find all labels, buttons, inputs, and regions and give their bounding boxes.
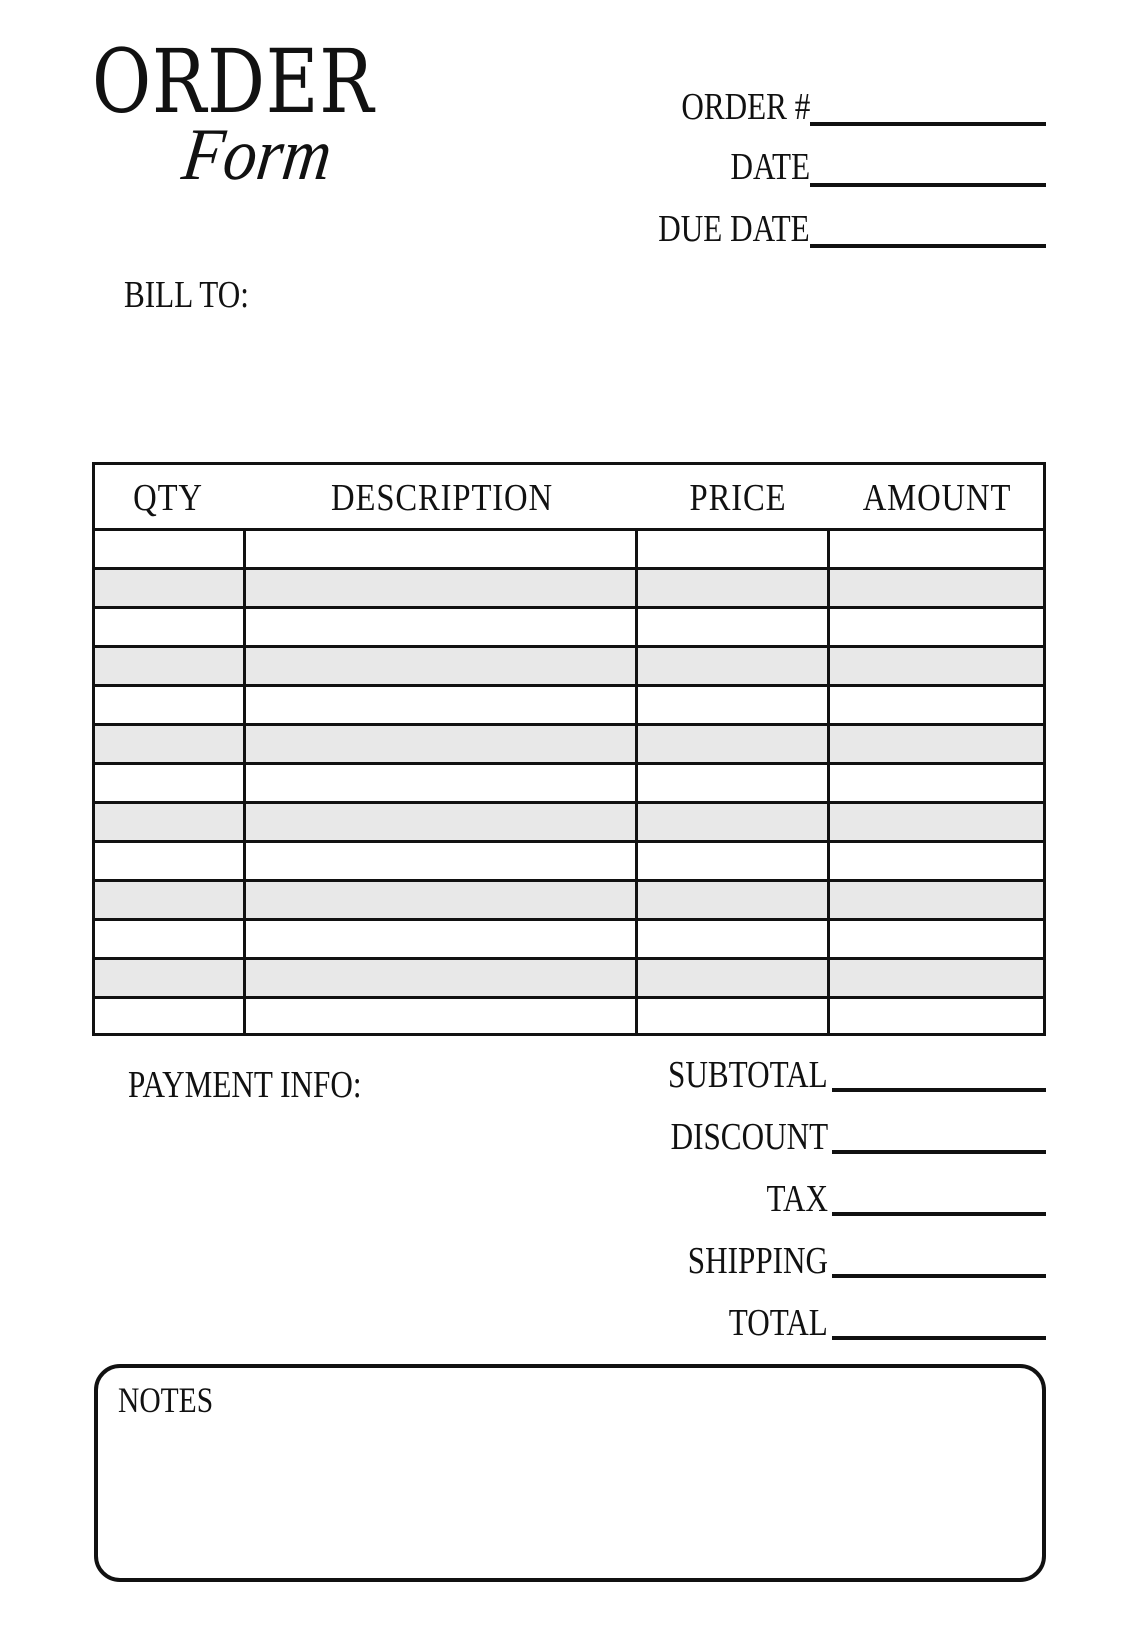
payment-info-label: PAYMENT INFO: bbox=[128, 1064, 362, 1106]
table-row bbox=[95, 999, 1043, 1038]
table-cell-qty[interactable] bbox=[95, 687, 243, 723]
table-cell-amount[interactable] bbox=[830, 570, 1043, 606]
total-line[interactable] bbox=[832, 1336, 1046, 1340]
table-cell-amount[interactable] bbox=[830, 648, 1043, 684]
discount-line[interactable] bbox=[832, 1150, 1046, 1154]
table-row bbox=[95, 570, 1043, 609]
order-number-line[interactable] bbox=[810, 122, 1046, 126]
table-row bbox=[95, 726, 1043, 765]
table-row bbox=[95, 843, 1043, 882]
bill-to-label: BILL TO: bbox=[124, 274, 249, 316]
table-cell-price[interactable] bbox=[638, 882, 827, 918]
table-row bbox=[95, 531, 1043, 570]
table-cell-price[interactable] bbox=[638, 960, 827, 996]
column-divider bbox=[635, 531, 638, 1033]
table-cell-price[interactable] bbox=[638, 999, 827, 1038]
column-header-price: PRICE bbox=[689, 477, 787, 519]
table-cell-amount[interactable] bbox=[830, 999, 1043, 1038]
total-field bbox=[560, 1304, 828, 1344]
table-cell-description[interactable] bbox=[246, 609, 635, 645]
table-cell-qty[interactable] bbox=[95, 570, 243, 606]
table-cell-price[interactable] bbox=[638, 648, 827, 684]
table-cell-qty[interactable] bbox=[95, 726, 243, 762]
table-row bbox=[95, 687, 1043, 726]
date-label: DATE bbox=[730, 146, 810, 188]
tax-label: TAX bbox=[766, 1178, 828, 1220]
subtotal-line[interactable] bbox=[832, 1088, 1046, 1092]
order-number-label: ORDER # bbox=[681, 86, 810, 128]
table-cell-price[interactable] bbox=[638, 609, 827, 645]
title-form-script: Form bbox=[178, 114, 337, 196]
table-cell-description[interactable] bbox=[246, 687, 635, 723]
due-date-field bbox=[560, 210, 810, 250]
shipping-field bbox=[560, 1242, 828, 1282]
column-header-amount: AMOUNT bbox=[862, 477, 1012, 519]
table-cell-amount[interactable] bbox=[830, 882, 1043, 918]
table-cell-description[interactable] bbox=[246, 843, 635, 879]
table-cell-price[interactable] bbox=[638, 531, 827, 567]
table-cell-qty[interactable] bbox=[95, 882, 243, 918]
table-cell-qty[interactable] bbox=[95, 921, 243, 957]
table-header bbox=[95, 465, 1043, 531]
table-cell-price[interactable] bbox=[638, 921, 827, 957]
table-body bbox=[95, 531, 1043, 1033]
total-label: TOTAL bbox=[728, 1302, 828, 1344]
tax-line[interactable] bbox=[832, 1212, 1046, 1216]
table-row bbox=[95, 804, 1043, 843]
discount-field bbox=[560, 1118, 828, 1158]
table-cell-amount[interactable] bbox=[830, 960, 1043, 996]
table-cell-qty[interactable] bbox=[95, 804, 243, 840]
table-cell-price[interactable] bbox=[638, 726, 827, 762]
table-cell-description[interactable] bbox=[246, 882, 635, 918]
table-cell-amount[interactable] bbox=[830, 531, 1043, 567]
table-cell-qty[interactable] bbox=[95, 609, 243, 645]
table-cell-qty[interactable] bbox=[95, 765, 243, 801]
table-cell-qty[interactable] bbox=[95, 531, 243, 567]
subtotal-field bbox=[560, 1056, 828, 1096]
table-cell-description[interactable] bbox=[246, 804, 635, 840]
table-row bbox=[95, 921, 1043, 960]
table-row bbox=[95, 648, 1043, 687]
due-date-label: DUE DATE bbox=[658, 208, 810, 250]
table-cell-qty[interactable] bbox=[95, 999, 243, 1038]
table-row bbox=[95, 765, 1043, 804]
table-cell-amount[interactable] bbox=[830, 843, 1043, 879]
table-cell-description[interactable] bbox=[246, 726, 635, 762]
table-cell-amount[interactable] bbox=[830, 726, 1043, 762]
shipping-line[interactable] bbox=[832, 1274, 1046, 1278]
table-row bbox=[95, 882, 1043, 921]
column-header-qty: QTY bbox=[133, 477, 203, 519]
table-cell-description[interactable] bbox=[246, 999, 635, 1038]
title-order: ORDER bbox=[92, 30, 375, 133]
table-cell-amount[interactable] bbox=[830, 804, 1043, 840]
table-cell-price[interactable] bbox=[638, 570, 827, 606]
tax-field bbox=[560, 1180, 828, 1220]
column-divider bbox=[243, 531, 246, 1033]
table-cell-amount[interactable] bbox=[830, 609, 1043, 645]
date-field bbox=[560, 148, 810, 188]
order-number-field bbox=[560, 88, 810, 128]
table-cell-amount[interactable] bbox=[830, 765, 1043, 801]
table-cell-amount[interactable] bbox=[830, 921, 1043, 957]
table-cell-qty[interactable] bbox=[95, 843, 243, 879]
table-cell-description[interactable] bbox=[246, 765, 635, 801]
table-cell-qty[interactable] bbox=[95, 960, 243, 996]
table-cell-description[interactable] bbox=[246, 921, 635, 957]
table-cell-price[interactable] bbox=[638, 804, 827, 840]
notes-label: NOTES bbox=[118, 1380, 214, 1420]
order-items-table bbox=[92, 462, 1046, 1036]
table-cell-description[interactable] bbox=[246, 570, 635, 606]
table-cell-description[interactable] bbox=[246, 960, 635, 996]
table-row bbox=[95, 960, 1043, 999]
notes-box[interactable] bbox=[94, 1364, 1046, 1582]
table-cell-description[interactable] bbox=[246, 531, 635, 567]
discount-label: DISCOUNT bbox=[670, 1116, 828, 1158]
table-cell-amount[interactable] bbox=[830, 687, 1043, 723]
table-cell-description[interactable] bbox=[246, 648, 635, 684]
column-header-description: DESCRIPTION bbox=[331, 477, 553, 519]
column-divider bbox=[827, 531, 830, 1033]
table-cell-price[interactable] bbox=[638, 843, 827, 879]
subtotal-label: SUBTOTAL bbox=[668, 1054, 828, 1096]
table-cell-price[interactable] bbox=[638, 687, 827, 723]
table-row bbox=[95, 609, 1043, 648]
table-cell-qty[interactable] bbox=[95, 648, 243, 684]
shipping-label: SHIPPING bbox=[687, 1240, 828, 1282]
date-line[interactable] bbox=[810, 183, 1046, 187]
due-date-line[interactable] bbox=[810, 244, 1046, 248]
table-cell-price[interactable] bbox=[638, 765, 827, 801]
